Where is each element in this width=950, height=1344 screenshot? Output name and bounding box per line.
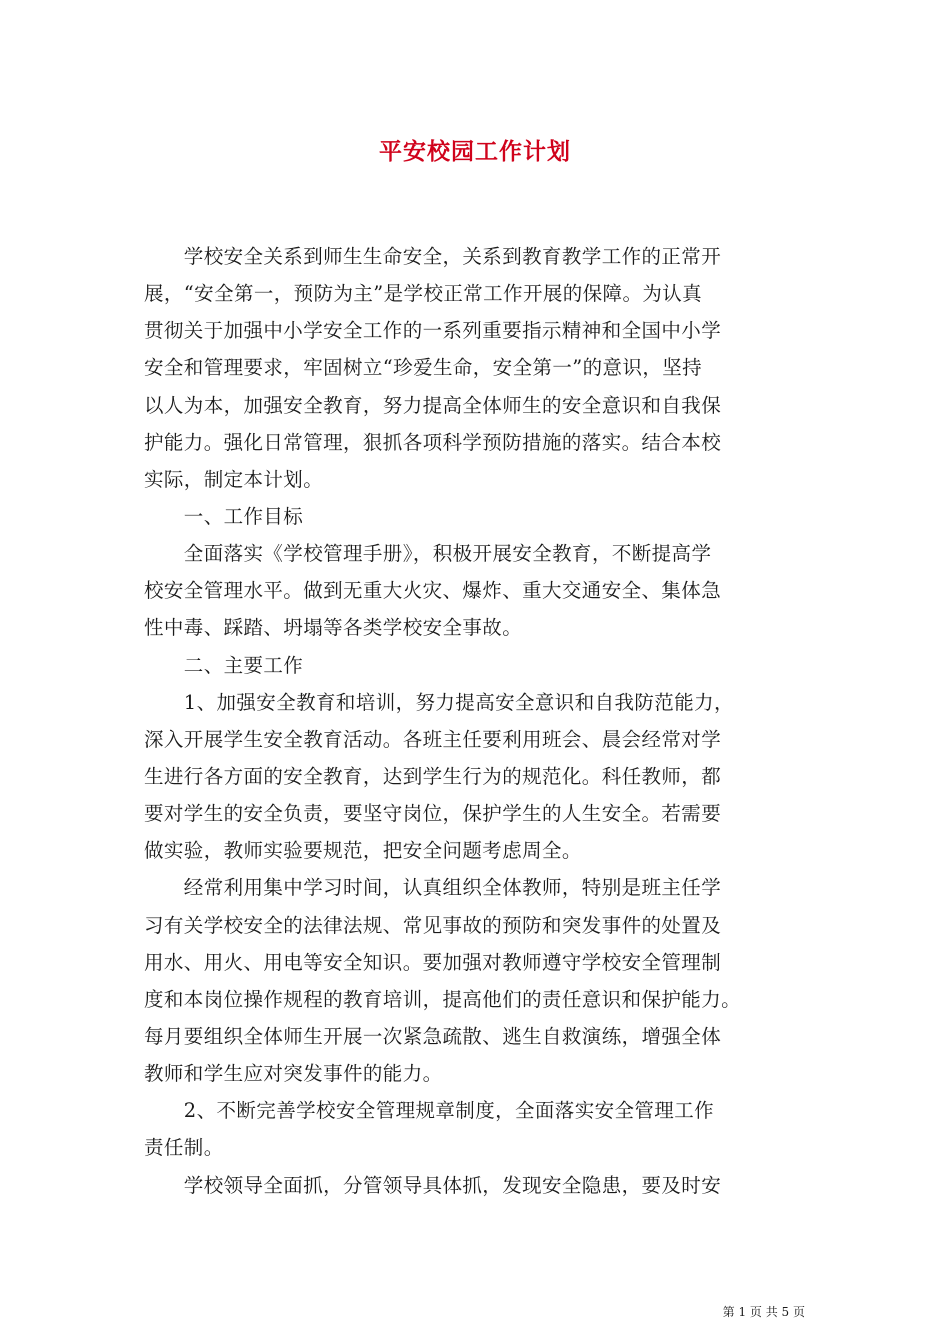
- text-line: 要对学生的安全负责，要坚守岗位，保护学生的人生安全。若需要: [144, 802, 722, 826]
- text-line: 以人为本，加强安全教育，努力提高全体师生的安全意识和自我保: [144, 393, 722, 417]
- text-line: 实际，制定本计划。: [144, 467, 324, 491]
- text-line: 学校领导全面抓，分管领导具体抓，发现安全隐患，要及时安: [144, 1173, 722, 1197]
- text-line: 责任制。: [144, 1136, 224, 1160]
- text-line: 学校安全关系到师生生命安全，关系到教育教学工作的正常开: [144, 245, 722, 268]
- text-line: 深入开展学生安全教育活动。各班主任要利用班会、晨会经常对学: [144, 727, 722, 751]
- text-line: 贯彻关于加强中小学安全工作的一系列重要指示精神和全国中小学: [144, 319, 722, 343]
- text-line: 全面落实《学校管理手册》，积极开展安全教育，不断提高学: [144, 542, 712, 566]
- text-line: 护能力。强化日常管理，狠抓各项科学预防措施的落实。结合本校: [144, 430, 722, 454]
- text-line: 展，“安全第一，预防为主”是学校正常工作开展的保障。为认真: [144, 282, 703, 306]
- page-number: 第 1 页 共 5 页: [722, 1305, 805, 1319]
- text-line: 度和本岗位操作规程的教育培训，提高他们的责任意识和保护能力。: [144, 987, 742, 1011]
- text-line: 2、不断完善学校安全管理规章制度，全面落实安全管理工作: [144, 1099, 715, 1123]
- text-line: 性中毒、踩踏、坍塌等各类学校安全事故。: [144, 616, 523, 640]
- text-line: 教师和学生应对突发事件的能力。: [144, 1062, 443, 1086]
- text-line: 用水、用火、用电等安全知识。要加强对教师遵守学校安全管理制: [144, 950, 722, 974]
- text-line: 习有关学校安全的法律法规、常见事故的预防和突发事件的处置及: [144, 913, 722, 937]
- document-title: 平安校园工作计划: [379, 138, 571, 165]
- text-line: 安全和管理要求，牢固树立“珍爱生命，安全第一”的意识，坚持: [144, 356, 703, 380]
- text-line: 生进行各方面的安全教育，达到学生行为的规范化。科任教师，都: [144, 764, 722, 788]
- text-line: 每月要组织全体师生开展一次紧急疏散、逃生自救演练，增强全体: [144, 1024, 722, 1048]
- document-body: [144, 238, 812, 1204]
- text-line: 校安全管理水平。做到无重大火灾、爆炸、重大交通安全、集体急: [144, 579, 722, 603]
- text-line: 做实验，教师实验要规范，把安全问题考虑周全。: [144, 839, 582, 863]
- text-line: 1、加强安全教育和培训，努力提高安全意识和自我防范能力，: [144, 690, 734, 714]
- section-heading: 一、工作目标: [144, 504, 304, 528]
- text-line: 经常利用集中学习时间，认真组织全体教师，特别是班主任学: [144, 876, 722, 900]
- section-heading: 二、主要工作: [144, 653, 304, 677]
